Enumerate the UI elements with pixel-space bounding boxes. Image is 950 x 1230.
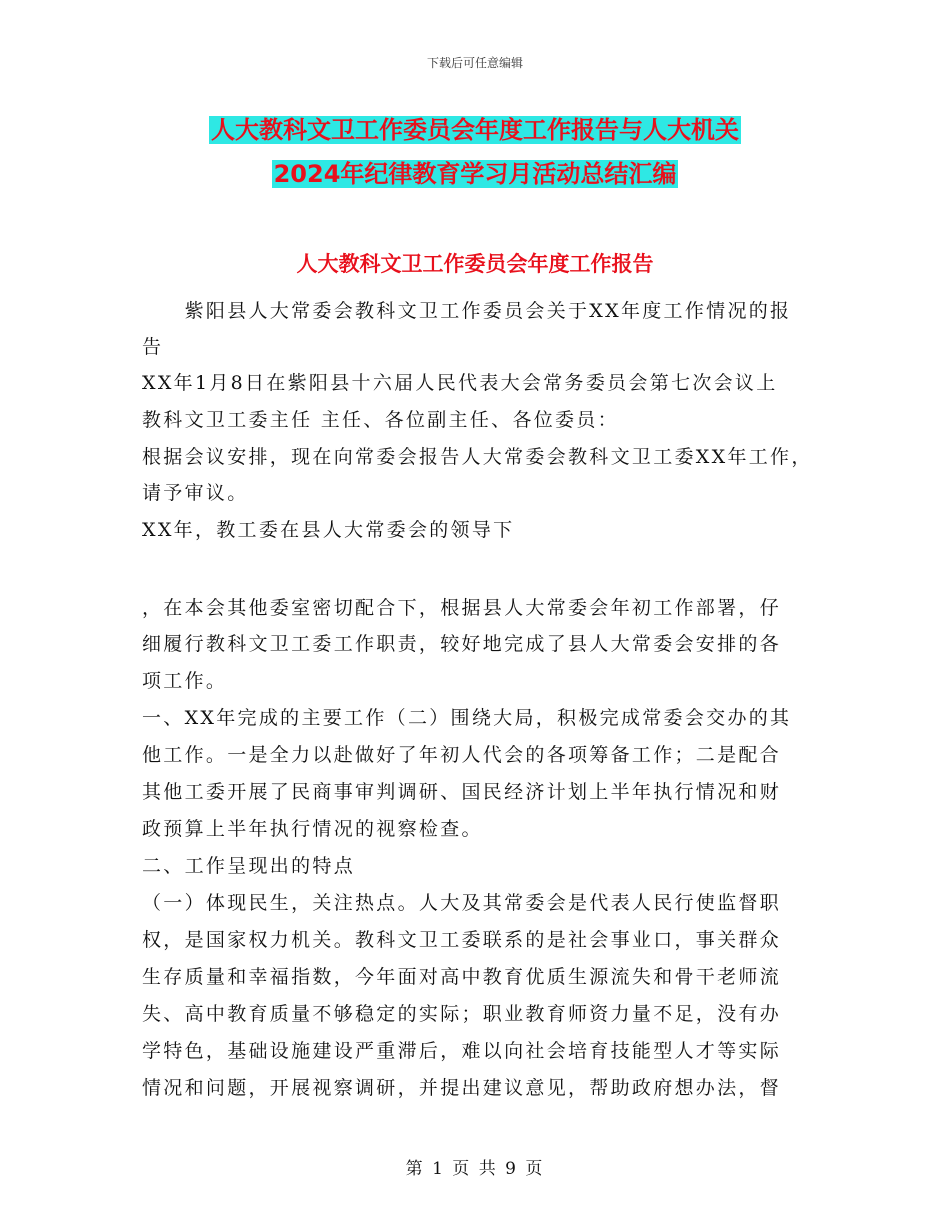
main-title-line-1 [0,112,950,148]
page-number: 第 1 页 共 9 页 [405,1159,545,1179]
body-line: （一）体现民生，关注热点。人大及其常委会是代表人民行使监督职 [142,892,782,914]
body-line: 他工作。一是全力以赴做好了年初人代会的各项筹备工作；二是配合 [142,744,782,766]
body-line: 根据会议安排，现在向常委会报告人大常委会教科文卫工委XX年工作， [142,446,813,468]
body-line: 失、高中教育质量不够稳定的实际；职业教育师资力量不足，没有办 [142,1003,782,1025]
body-line: 教科文卫工委主任 主任、各位副主任、各位委员： [142,409,619,431]
body-line: 细履行教科文卫工委工作职责，较好地完成了县人大常委会安排的各 [142,633,782,655]
body-line: 生存质量和幸福指数，今年面对高中教育优质生源流失和骨干老师流 [142,966,782,988]
header-note: 下载后可任意编辑 [426,56,523,70]
body-line: 情况和问题，开展视察调研，并提出建议意见，帮助政府想办法，督 [142,1077,782,1099]
body-line: 权，是国家权力机关。教科文卫工委联系的是社会事业口，事关群众 [142,929,782,951]
body-line: ，在本会其他委室密切配合下，根据县人大常委会年初工作部署，仔 [142,597,782,619]
body-line: XX年1月8日在紫阳县十六届人民代表大会常务委员会第七次会议上 [142,372,778,394]
main-title-line-1-text: 人大教科文卫工作委员会年度工作报告与人大机关 [211,116,739,144]
body-line: 告 [142,336,164,358]
body-line: 紫阳县人大常委会教科文卫工作委员会关于XX年度工作情况的报 [142,300,792,322]
body-line: 其他工委开展了民商事审判调研、国民经济计划上半年执行情况和财 [142,781,782,803]
body-line: 政预算上半年执行情况的视察检查。 [142,818,483,840]
body-line: 项工作。 [142,670,228,692]
body-line: 二、工作呈现出的特点 [142,855,356,877]
main-title-line-2-text: 2024年纪律教育学习月活动总结汇编 [273,160,677,188]
body-line: 一、XX年完成的主要工作（二）围绕大局，积极完成常委会交办的其 [142,707,792,729]
body-line: 请予审议。 [142,482,249,504]
body-line: XX年，教工委在县人大常委会的领导下 [142,519,515,541]
section-title: 人大教科文卫工作委员会年度工作报告 [296,252,654,276]
main-title-line-2 [0,156,950,192]
body-line: 学特色，基础设施建设严重滞后，难以向社会培育技能型人才等实际 [142,1040,782,1062]
